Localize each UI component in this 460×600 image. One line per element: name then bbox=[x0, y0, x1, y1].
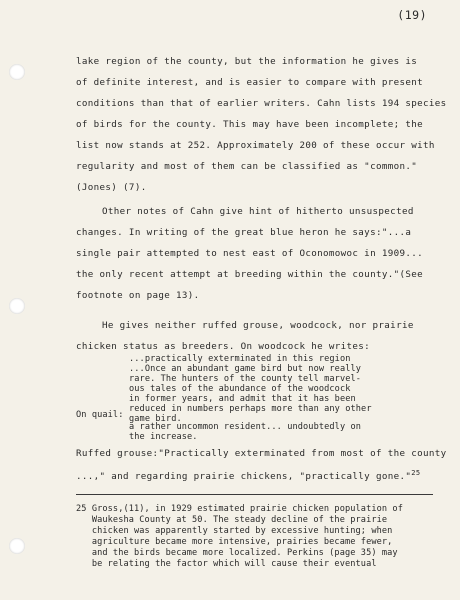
footnote-line: chicken was apparently started by excessive hunting; when bbox=[76, 526, 393, 536]
quote-line: reduced in numbers perhaps more than any other bbox=[129, 404, 372, 414]
body-line-text: ...," and regarding prairie chickens, "practically gone." bbox=[76, 471, 412, 482]
punch-hole bbox=[9, 298, 25, 314]
footnote-line: Waukesha County at 50. The steady decline of the prairie bbox=[76, 515, 388, 525]
body-line: list now stands at 252. Approximately 200 of these occur with bbox=[76, 140, 435, 151]
body-line: Ruffed grouse:"Practically exterminated from most of the county bbox=[76, 448, 447, 459]
punch-hole bbox=[9, 64, 25, 80]
body-line: changes. In writing of the great blue heron he says:"...a bbox=[76, 227, 412, 238]
footnote-rule bbox=[76, 494, 433, 495]
body-line: (Jones) (7). bbox=[76, 182, 147, 193]
footnote-line: agriculture became more intensive, prairies became fewer, bbox=[76, 537, 393, 547]
body-line: the only recent attempt at breeding within the county."(See bbox=[76, 269, 423, 280]
on-quail-label: On quail: bbox=[76, 410, 124, 420]
body-line: regularity and most of them can be classified as "common." bbox=[76, 161, 418, 172]
body-line bbox=[76, 469, 420, 482]
quote-line: ...practically exterminated in this region bbox=[129, 354, 351, 364]
footnote-line: be relating the factor which will cause their eventual bbox=[76, 559, 377, 569]
quote-line: ous tales of the abundance of the woodcock bbox=[129, 384, 351, 394]
body-line: conditions than that of earlier writers. Cahn lists 194 species bbox=[76, 98, 447, 109]
quote-line: the increase. bbox=[129, 432, 198, 442]
footnote-line: and the birds became more localized. Perkins (page 35) may bbox=[76, 548, 398, 558]
page-number: (19) bbox=[397, 8, 427, 22]
quote-line: game bird. bbox=[129, 414, 182, 424]
body-line: Other notes of Cahn give hint of hitherto unsuspected bbox=[102, 206, 414, 217]
quote-line: a rather uncommon resident... undoubtedly on bbox=[129, 422, 362, 432]
quote-line: in former years, and admit that it has been bbox=[129, 394, 356, 404]
body-line: of birds for the county. This may have been incomplete; the bbox=[76, 119, 423, 130]
quote-line: ...Once an abundant game bird but now really bbox=[129, 364, 362, 374]
body-line: single pair attempted to nest east of Oconomowoc in 1909... bbox=[76, 248, 423, 259]
footnote-reference: 25 bbox=[411, 469, 421, 477]
body-line: He gives neither ruffed grouse, woodcock, nor prairie bbox=[102, 320, 414, 331]
punch-hole bbox=[9, 538, 25, 554]
body-line: lake region of the county, but the information he gives is bbox=[76, 56, 418, 67]
body-line: chicken status as breeders. On woodcock he writes: bbox=[76, 341, 371, 352]
quote-line: rare. The hunters of the county tell marvel- bbox=[129, 374, 362, 384]
footnote-line: 25 Gross,(11), in 1929 estimated prairie chicken population of bbox=[76, 504, 403, 514]
body-line: of definite interest, and is easier to compare with present bbox=[76, 77, 423, 88]
body-line: footnote on page 13). bbox=[76, 290, 200, 301]
